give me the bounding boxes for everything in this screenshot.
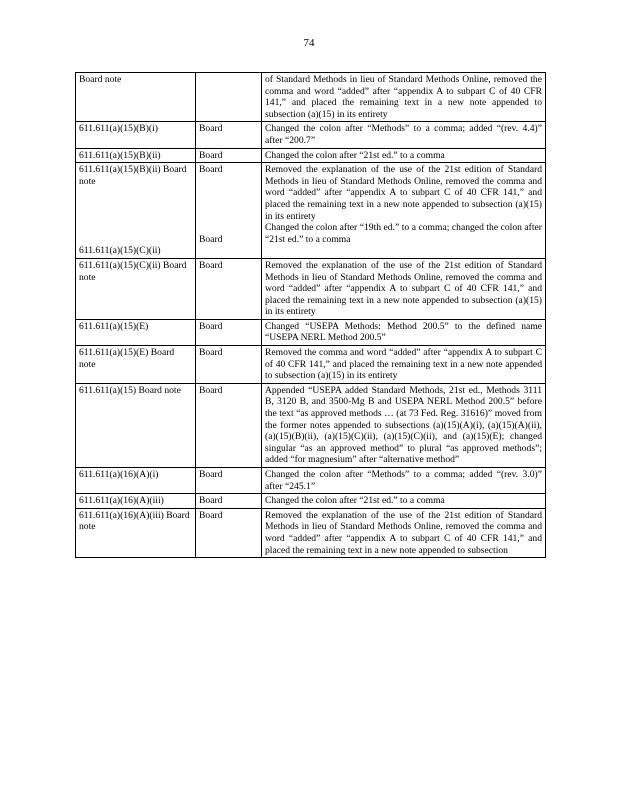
revision-cell-text: Changed the colon after “21st ed.” to a comma bbox=[265, 495, 445, 507]
revision-table bbox=[75, 72, 546, 558]
revision-cell bbox=[262, 508, 546, 557]
source-cell bbox=[196, 494, 262, 509]
source-cell-text: Board bbox=[199, 123, 223, 135]
section-cell bbox=[76, 346, 196, 384]
source-cell bbox=[196, 258, 262, 319]
source-cell bbox=[196, 508, 262, 557]
section-cell bbox=[76, 468, 196, 494]
revision-cell-text: of Standard Methods in lieu of Standard Methods Online, removed the comma and word “added” after “appendix A to subpart C of 40 CFR 141,” and placed the remaining text in a new note appended to subsection (a)(15) in its entirety bbox=[265, 74, 542, 120]
section-cell bbox=[76, 73, 196, 122]
section-cell-text: 611.611(a)(15)(E) Board note bbox=[79, 347, 175, 370]
revision-cell bbox=[262, 122, 546, 148]
section-cell-text: 611.611(a)(15)(B)(ii) bbox=[79, 149, 161, 161]
revision-cell bbox=[262, 163, 546, 259]
table-row bbox=[76, 163, 546, 259]
revision-cell-text: Removed the explanation of the use of the 21st edition of Standard Methods in lieu of Standard Methods Online, removed the comma and word “added” after “appendix A to subpart C of 40 CFR 141,” and placed the remaining text in a new note appended to subsection bbox=[265, 509, 542, 556]
table-row bbox=[76, 494, 546, 509]
source-cell-text: Board bbox=[199, 384, 223, 396]
table-row bbox=[76, 508, 546, 557]
section-cell bbox=[76, 383, 196, 467]
section-cell bbox=[76, 508, 196, 557]
source-cell bbox=[196, 148, 262, 163]
section-cell bbox=[76, 494, 196, 509]
revision-cell bbox=[262, 148, 546, 163]
source-cell-text: Board bbox=[199, 469, 223, 480]
section-cell-text: 611.611(a)(15)(E) bbox=[79, 320, 149, 332]
section-cell-text: 611.611(a)(16)(A)(iii) Board note bbox=[79, 509, 190, 533]
section-cell-text: 611.611(a)(15)(C)(ii) Board note bbox=[79, 259, 187, 283]
revision-cell-text: Changed the colon after “Methods” to a comma; added “(rev. 4.4)” after “200.7” bbox=[265, 123, 542, 146]
revision-cell bbox=[262, 319, 546, 345]
source-cell-text: Board bbox=[199, 495, 223, 507]
source-cell-text: Board bbox=[199, 149, 223, 161]
section-cell-text: 611.611(a)(15)(B)(i) bbox=[79, 123, 158, 135]
table-row bbox=[76, 319, 546, 345]
section-cell bbox=[76, 148, 196, 163]
section-cell-text: 611.611(a)(15)(B)(ii) Board note bbox=[79, 164, 187, 187]
table-row bbox=[76, 148, 546, 163]
source-cell bbox=[196, 122, 262, 148]
section-cell bbox=[76, 163, 196, 259]
revision-cell bbox=[262, 258, 546, 319]
revision-cell bbox=[262, 383, 546, 467]
revision-cell-text: Removed the explanation of the use of the 21st edition of Standard Methods in lieu of Standard Methods Online, removed the comma and word “added” after “appendix A to subpart C of 40 CFR 141,” and placed the remaining text in a new note appended to subsection (a)(15) in its entirety bbox=[265, 164, 542, 222]
source-cell bbox=[196, 468, 262, 494]
revision-cell-text: Removed the explanation of the use of the 21st edition of Standard Methods in lieu of Standard Methods Online, removed the comma and word “added” after “appendix A to subpart C of 40 CFR 141,” and placed the remaining text in a new note appended to subsection (a)(15) in its entirety bbox=[265, 259, 542, 318]
source-cell bbox=[196, 383, 262, 467]
revision-cell-text: Removed the comma and word “added” after “appendix A to subpart C of 40 CFR 141,” and placed the remaining text in a new note appended to subsection (a)(15) in its entirety bbox=[265, 347, 542, 382]
section-cell-text: 611.611(a)(15) Board note bbox=[79, 384, 181, 396]
revision-cell bbox=[262, 73, 546, 122]
table-row bbox=[76, 73, 546, 122]
source-cell-text: Board bbox=[199, 233, 223, 245]
table-row bbox=[76, 122, 546, 148]
source-cell-text: Board bbox=[199, 320, 223, 332]
table-row bbox=[76, 468, 546, 494]
source-cell bbox=[196, 73, 262, 122]
source-cell bbox=[196, 163, 262, 259]
section-cell bbox=[76, 122, 196, 148]
table-row bbox=[76, 258, 546, 319]
source-cell-text: Board bbox=[199, 347, 223, 359]
section-cell-text: 611.611(a)(16)(A)(iii) bbox=[79, 495, 164, 507]
section-cell-text: Board note bbox=[79, 74, 122, 85]
source-cell-text: Board bbox=[199, 164, 223, 176]
revision-cell-text: Changed the colon after “21st ed.” to a comma bbox=[265, 149, 445, 161]
source-cell bbox=[196, 319, 262, 345]
table-row bbox=[76, 383, 546, 467]
page-number: 74 bbox=[303, 37, 315, 49]
section-cell-text: 611.611(a)(16)(A)(i) bbox=[79, 469, 159, 480]
revision-cell bbox=[262, 346, 546, 384]
source-cell-text: Board bbox=[199, 509, 223, 521]
revision-cell bbox=[262, 468, 546, 494]
revision-cell-text: Changed the colon after “Methods” to a comma; added “(rev. 3.0)” after “245.1” bbox=[265, 469, 542, 492]
section-cell bbox=[76, 319, 196, 345]
revision-cell-text: Changed the colon after “19th ed.” to a comma; changed the colon after “21st ed.” to a comma bbox=[265, 222, 542, 245]
section-cell-text: 611.611(a)(15)(C)(ii) bbox=[79, 245, 161, 257]
source-cell bbox=[196, 346, 262, 384]
revision-cell-text: Appended “USEPA added Standard Methods, 21st ed., Methods 3111 B, 3120 B, and 3500-Mg B and USEPA NERL Method 200.5” before the text “as approved methods … (at 73 Fed. Reg. 31616)” moved from the former notes appended to subsections (a)(15)(A)(i), (a)(15)(A)(ii), (a)(15)(B)(ii), (a)(15)(C)(ii), (a)(15)(C)(ii), and (a)(15)(E); changed singular “as an approved method” to plural “as approved methods”; added “for magnesium” after “alternative method” bbox=[265, 384, 542, 466]
revision-cell-text: Changed “USEPA Methods: Method 200.5” to the defined name “USEPA NERL Method 200.5” bbox=[265, 320, 542, 344]
revision-cell bbox=[262, 494, 546, 509]
table-row bbox=[76, 346, 546, 384]
section-cell bbox=[76, 258, 196, 319]
source-cell-text: Board bbox=[199, 259, 223, 271]
